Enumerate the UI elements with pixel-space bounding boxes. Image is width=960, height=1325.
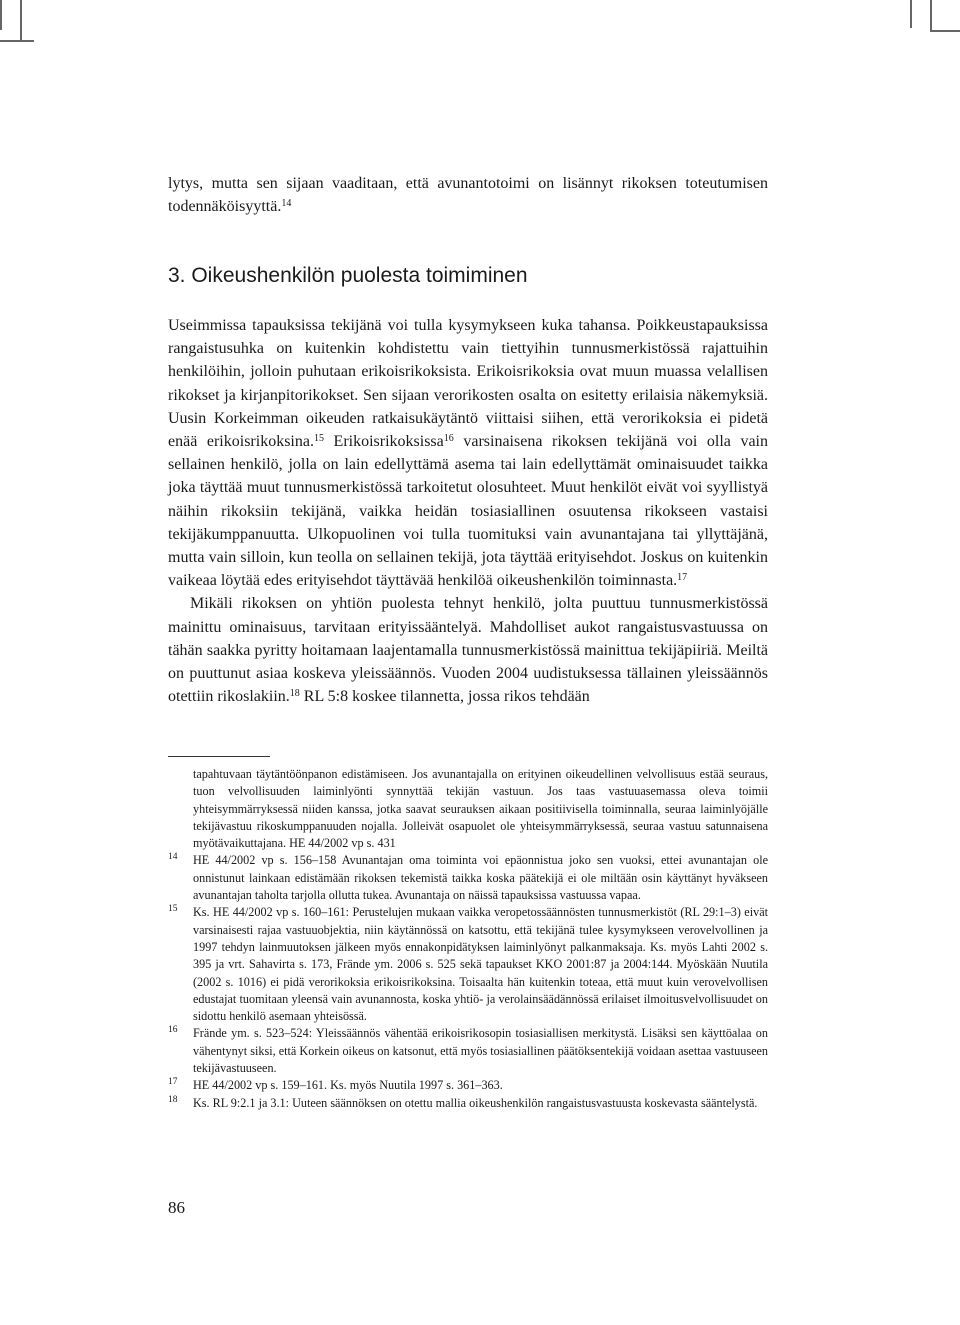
crop-mark-top-left-v xyxy=(0,0,2,30)
crop-mark-top-right-v2 xyxy=(930,0,932,30)
footnote-number: 16 xyxy=(168,1025,178,1036)
paragraph-continuation: lytys, mutta sen sijaan vaaditaan, että avunantotoimi on lisännyt rikoksen toteutumisen todennäköisyyttä.$^{14}$ xyxy=(168,175,768,216)
paragraph-2: Mikäli rikoksen on yhtiön puolesta tehnyt henkilö, jolta puuttuu tunnusmerkistössä mainittu ominaisuus, tarvitaan erityissääntelyä. Mahdolliset aukot rangaistusvastuussa on tähän saakka pyritty hoitamaan laajentamalla tunnusmerkistössä mainittua tekijäpiiriä. Meiltä on puuttunut asiaa koskeva yleissäännös. Vuoden 2004 uudistuksessa tällainen yleissäännös otettiin rikoslakiin.$^{18}$ RL 5:8 koskee tilannetta, jossa rikos tehdään xyxy=(168,595,768,706)
footnote-separator xyxy=(168,756,270,757)
page-number: 86 xyxy=(168,1198,185,1217)
footnote-continuation: tapahtuvaan täytäntöönpanon edistämiseen. Jos avunantajalla on erityinen oikeudellinen velvollisuus estää seuraus, tuon velvollisuuden laiminlyönti synnyttää tekijän vastuun. Jos taas vastuuasemassa oleva toimii yhteisymmärryksessä niiden kanssa, jotka saavat seurauksen aikaan positiivisella toiminnalla, seuraa laiminlyöjälle tekijävastuu rikoskumppanuuden nojalla. Jolleivät osapuolet ole yhteisymmärryksessä, seuraa vastuu satunnaisena myötävaikuttajana. HE 44/2002 vp s. 431 xyxy=(193,767,768,851)
footnote-number: 18 xyxy=(168,1094,178,1105)
crop-mark-top-left-v2 xyxy=(20,0,22,42)
footnotes xyxy=(168,766,768,1112)
footnote-17: 17 HE 44/2002 vp s. 159–161. Ks. myös Nuutila 1997 s. 361–363. xyxy=(168,1077,768,1094)
paragraph-1: Useimmissa tapauksissa tekijänä voi tulla kysymykseen kuka tahansa. Poikkeustapauksissa rangaistusuhka on kuitenkin kohdistettu vain tiettyihin tunnusmerkistössä rajattuihin henkilöihin, jolloin puhutaan erikoisrikoksista. Erikoisrikoksia ovat muun muassa velallisen rikokset ja kirjanpitorikokset. Sen sijaan verorikosten osalta on esitetty erilaisia näkemyksiä. Uusin Korkeimman oikeuden ratkaisukäytäntö viittaisi siihen, että verorikoksia ei pidetä enää erikoisrikoksina.$^{15}$ Erikoisrikoksissa$^{16}$ varsinaisena rikoksen tekijänä voi olla vain sellainen henkilö, jolla on lain edellyttämä asema tai lain edellyttämät ominaisuudet taikka joka täyttää muut tunnusmerkistössä tarkoitetut olosuhteet. Muut henkilöt eivät voi syyllistyä näihin rikoksiin tekijänä, vaikka heidän tosiasiallinen osuutensa rikokseen vastaisi tekijäkumppanuutta. Ulkopuolinen voi tulla tuomituksi vain avunantajana tai yllyttäjänä, mutta vain silloin, kun teolla on sellainen tekijä, jota täyttää erityisehdot. Joskus on kuitenkin vaikeaa löytää edes erityisehdot täyttävää henkilöä oikeushenkilön toiminnasta.$^{17}$ xyxy=(168,317,768,590)
crop-mark-top-right-v xyxy=(910,0,912,28)
footnote-ref[interactable]: 17 xyxy=(677,572,688,584)
footnote-18: 18 Ks. RL 9:2.1 ja 3.1: Uuteen säännöksen on otettu mallia oikeushenkilön rangaistusvastuusta koskevasta sääntelystä. xyxy=(168,1095,768,1112)
footnote-14: 14 HE 44/2002 vp s. 156–158 Avunantajan oma toiminta voi epäonnistua joko sen vuoksi, ettei avunantajan ole onnistunut lainkaan edistämään rikoksen tekemistä taikka koska päätekijä ei ole miltään osin käyttänyt hyväkseen avunantajan taholta tarjolla ollutta tukea. Avunantaja on näissä tapauksissa vastuussa vapaa. xyxy=(168,852,768,904)
crop-mark-top-right-h xyxy=(930,30,960,32)
footnote-ref[interactable]: 18 xyxy=(289,688,300,700)
footnote-number: 14 xyxy=(168,852,178,863)
section-heading: 3. Oikeushenkilön puolesta toimiminen xyxy=(168,264,528,287)
footnote-ref[interactable]: 16 xyxy=(443,433,454,445)
footnote-ref[interactable]: 14 xyxy=(281,198,292,210)
section-body xyxy=(168,314,768,708)
footnote-16: 16 Frände ym. s. 523–524: Yleissäännös vähentää erikoisrikosopin tosiasiallisen merkitystä. Lisäksi sen käyttöalaa on vähentynyt siksi, että Korkein oikeus on katsonut, että myös tosiasiallinen päätöksentekijä voidaan asettaa vastuuseen tekijävastuuseen. xyxy=(168,1025,768,1077)
footnote-number: 15 xyxy=(168,904,178,915)
footnote-15: 15 Ks. HE 44/2002 vp s. 160–161: Perustelujen mukaan vaikka veropetossäännösten tunnusmerkistöt (RL 29:1–3) eivät varsinaisesti rajaa vastuuobjektia, niin käytännössä on katsottu, että tekijänä tulee kysymykseen verovelvollinen ja 1997 tehdyn lainmuutoksen jälkeen myös ennakonpidätyksen laiminlyönyt palkanmaksaja. Ks. myös Lahti 2002 s. 395 ja vrt. Sahavirta s. 173, Frände ym. 2006 s. 525 sekä tapaukset KKO 2001:87 ja 2004:144. Myöskään Nuutila (2002 s. 1016) ei pidä verorikoksia erikoisrikoksina. Toisaalta hän kuitenkin toteaa, että muut kuin verovelvollisen edustajat tuomitaan yleensä vain avunannosta, koska yhtiö- ja verolainsäädännössä erilaiset ilmoitusvelvollisuudet on sidottu henkilö asemaan yhteisössä. xyxy=(168,904,768,1025)
crop-mark-top-left-h xyxy=(0,40,34,42)
footnote-number: 17 xyxy=(168,1077,178,1088)
footnote-ref[interactable]: 15 xyxy=(313,433,324,445)
